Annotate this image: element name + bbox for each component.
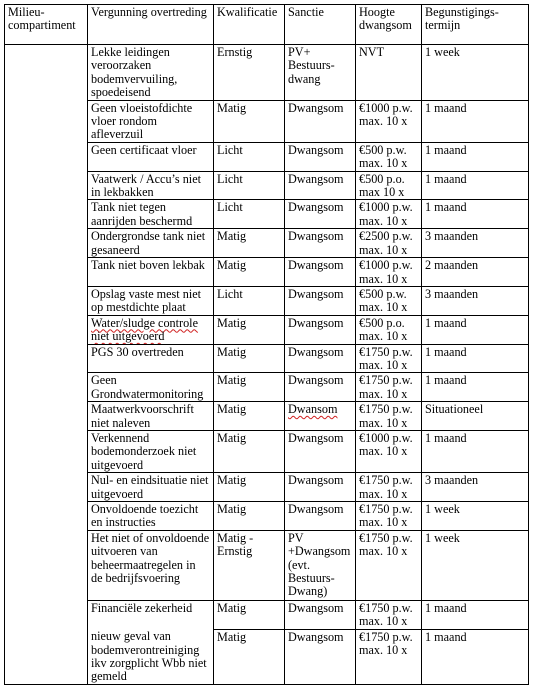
cell-overtreding: Onvoldoende toezicht en instructies	[88, 502, 214, 531]
cell-hoogte: €1750 p.w. max. 10 x	[356, 373, 422, 402]
cell-kwalificatie: Matig	[214, 402, 285, 431]
cell-termijn: 1 maand	[422, 600, 529, 629]
cell-hoogte: €500 p.o. max. 10 x	[356, 315, 422, 344]
cell-overtreding: Nul- en eindsituatie niet uitgevoerd	[88, 473, 214, 502]
cell-termijn: 1 maand	[422, 200, 529, 229]
cell-sanctie: Dwangsom	[285, 142, 356, 171]
spellcheck-word: Water/sludge controle niet uitgevoerd	[91, 315, 198, 344]
header-begunstigingstermijn: Begunstigings-termijn	[422, 5, 529, 45]
cell-sanctie: PV +Dwangsom (evt. Bestuurs-Dwang)	[285, 530, 356, 600]
cell-hoogte: NVT	[356, 45, 422, 101]
cell-sanctie: Dwangsom	[285, 229, 356, 258]
cell-overtreding: PGS 30 overtreden	[88, 344, 214, 373]
cell-kwalificatie: Matig	[214, 315, 285, 344]
cell-kwalificatie: Matig	[214, 229, 285, 258]
cell-kwalificatie: Matig	[214, 344, 285, 373]
cell-kwalificatie: Matig	[214, 100, 285, 142]
cell-hoogte: €500 p.w. max. 10 x	[356, 286, 422, 315]
cell-termijn: 1 maand	[422, 315, 529, 344]
cell-hoogte: €1000 p.w. max. 10 x	[356, 430, 422, 472]
cell-overtreding: Lekke leidingen veroorzaken bodemvervuiling, spoedeisend	[88, 45, 214, 101]
header-sanctie: Sanctie	[285, 5, 356, 45]
cell-hoogte: €1750 p.w. max. 10 x	[356, 473, 422, 502]
cell-hoogte: €1000 p.w. max. 10 x	[356, 100, 422, 142]
cell-termijn: 1 maand	[422, 373, 529, 402]
cell-sanctie: Dwangsom	[285, 200, 356, 229]
cell-termijn: Situationeel	[422, 402, 529, 431]
cell-termijn: 3 maanden	[422, 286, 529, 315]
overtreding-text: nieuw geval van bodemverontreiniging ikv zorgplicht Wbb niet gemeld	[91, 629, 207, 684]
cell-hoogte: €1000 p.w. max. 10 x	[356, 200, 422, 229]
cell-overtreding: Ondergrondse tank niet gesaneerd	[88, 229, 214, 258]
cell-termijn: 1 week	[422, 45, 529, 101]
cell-overtreding: Geen Grondwatermonitoring	[88, 373, 214, 402]
cell-sanctie: Dwangsom	[285, 473, 356, 502]
cell-overtreding: Verkennend bodemonderzoek niet uitgevoerd	[88, 430, 214, 472]
spellcheck-word: Dwansom	[288, 402, 338, 417]
cell-kwalificatie: Matig	[214, 430, 285, 472]
cell-kwalificatie: Ernstig	[214, 45, 285, 101]
cell-overtreding: Tank niet boven lekbak	[88, 258, 214, 287]
cell-overtreding: Het niet of onvoldoende uitvoeren van beheermaatregelen in de bedrijfsvoering	[88, 530, 214, 600]
cell-kwalificatie: Licht	[214, 142, 285, 171]
cell-kwalificatie: Matig	[214, 629, 285, 684]
cell-kwalificatie: Matig	[214, 373, 285, 402]
cell-sanctie: Dwangsom	[285, 600, 356, 629]
cell-hoogte: €1750 p.w. max. 10 x	[356, 344, 422, 373]
header-kwalificatie: Kwalificatie	[214, 5, 285, 45]
cell-termijn: 3 maanden	[422, 229, 529, 258]
table-row	[5, 45, 529, 101]
document-page	[4, 4, 529, 685]
cell-sanctie: Dwangsom	[285, 430, 356, 472]
header-hoogte-dwangsom: Hoogte dwangsom	[356, 5, 422, 45]
cell-hoogte: €1750 p.w. max. 10 x	[356, 402, 422, 431]
cell-termijn: 1 maand	[422, 344, 529, 373]
cell-kwalificatie: Matig	[214, 600, 285, 629]
cell-termijn: 1 week	[422, 530, 529, 600]
cell-termijn: 1 maand	[422, 430, 529, 472]
cell-termijn: 1 maand	[422, 142, 529, 171]
sanction-table	[4, 4, 529, 685]
header-milieucompartiment: Milieu-compartiment	[5, 5, 88, 45]
cell-kwalificatie: Matig	[214, 502, 285, 531]
cell-overtreding: Vaatwerk / Accu’s niet in lekbakken	[88, 171, 214, 200]
cell-sanctie	[285, 402, 356, 431]
cell-overtreding: Tank niet tegen aanrijden beschermd	[88, 200, 214, 229]
cell-hoogte: €1750 p.w. max. 10 x	[356, 502, 422, 531]
cell-hoogte: €1750 p.w. max. 10 x	[356, 600, 422, 629]
header-vergunning-overtreding: Vergunning overtreding	[88, 5, 214, 45]
cell-hoogte: €1750 p.w. max. 10 x	[356, 629, 422, 684]
cell-sanctie: Dwangsom	[285, 315, 356, 344]
cell-overtreding	[88, 629, 214, 684]
cell-hoogte: €2500 p.w. max. 10 x	[356, 229, 422, 258]
cell-hoogte: €500 p.w. max. 10 x	[356, 142, 422, 171]
cell-hoogte: €1000 p.w. max. 10 x	[356, 258, 422, 287]
cell-overtreding: Geen vloeistofdichte vloer rondom afleverzuil	[88, 100, 214, 142]
cell-sanctie: Dwangsom	[285, 344, 356, 373]
cell-sanctie: Dwangsom	[285, 100, 356, 142]
cell-kwalificatie: Matig	[214, 258, 285, 287]
cell-kwalificatie: Licht	[214, 171, 285, 200]
cell-termijn: 1 maand	[422, 171, 529, 200]
cell-kwalificatie: Licht	[214, 286, 285, 315]
cell-termijn: 1 maand	[422, 629, 529, 684]
cell-hoogte: €500 p.o. max 10 x	[356, 171, 422, 200]
milieucompartiment-cell	[5, 45, 88, 685]
cell-hoogte: €1750 p.w. max. 10 x	[356, 530, 422, 600]
cell-kwalificatie: Matig - Ernstig	[214, 530, 285, 600]
table-header-row	[5, 5, 529, 45]
cell-sanctie: Dwangsom	[285, 373, 356, 402]
cell-termijn: 3 maanden	[422, 473, 529, 502]
cell-kwalificatie: Matig	[214, 473, 285, 502]
cell-sanctie: Dwangsom	[285, 502, 356, 531]
cell-kwalificatie: Licht	[214, 200, 285, 229]
cell-sanctie: Dwangsom	[285, 171, 356, 200]
cell-sanctie: Dwangsom	[285, 286, 356, 315]
cell-termijn: 1 week	[422, 502, 529, 531]
cell-sanctie: PV+ Bestuurs-dwang	[285, 45, 356, 101]
cell-overtreding	[88, 315, 214, 344]
cell-termijn: 1 maand	[422, 100, 529, 142]
cell-sanctie: Dwangsom	[285, 629, 356, 684]
cell-termijn: 2 maanden	[422, 258, 529, 287]
cell-overtreding: Maatwerkvoorschrift niet naleven	[88, 402, 214, 431]
cell-overtreding: Opslag vaste mest niet op mestdichte plaat	[88, 286, 214, 315]
cell-overtreding: Geen certificaat vloer	[88, 142, 214, 171]
cell-sanctie: Dwangsom	[285, 258, 356, 287]
cell-overtreding: Financiële zekerheid	[88, 600, 214, 629]
